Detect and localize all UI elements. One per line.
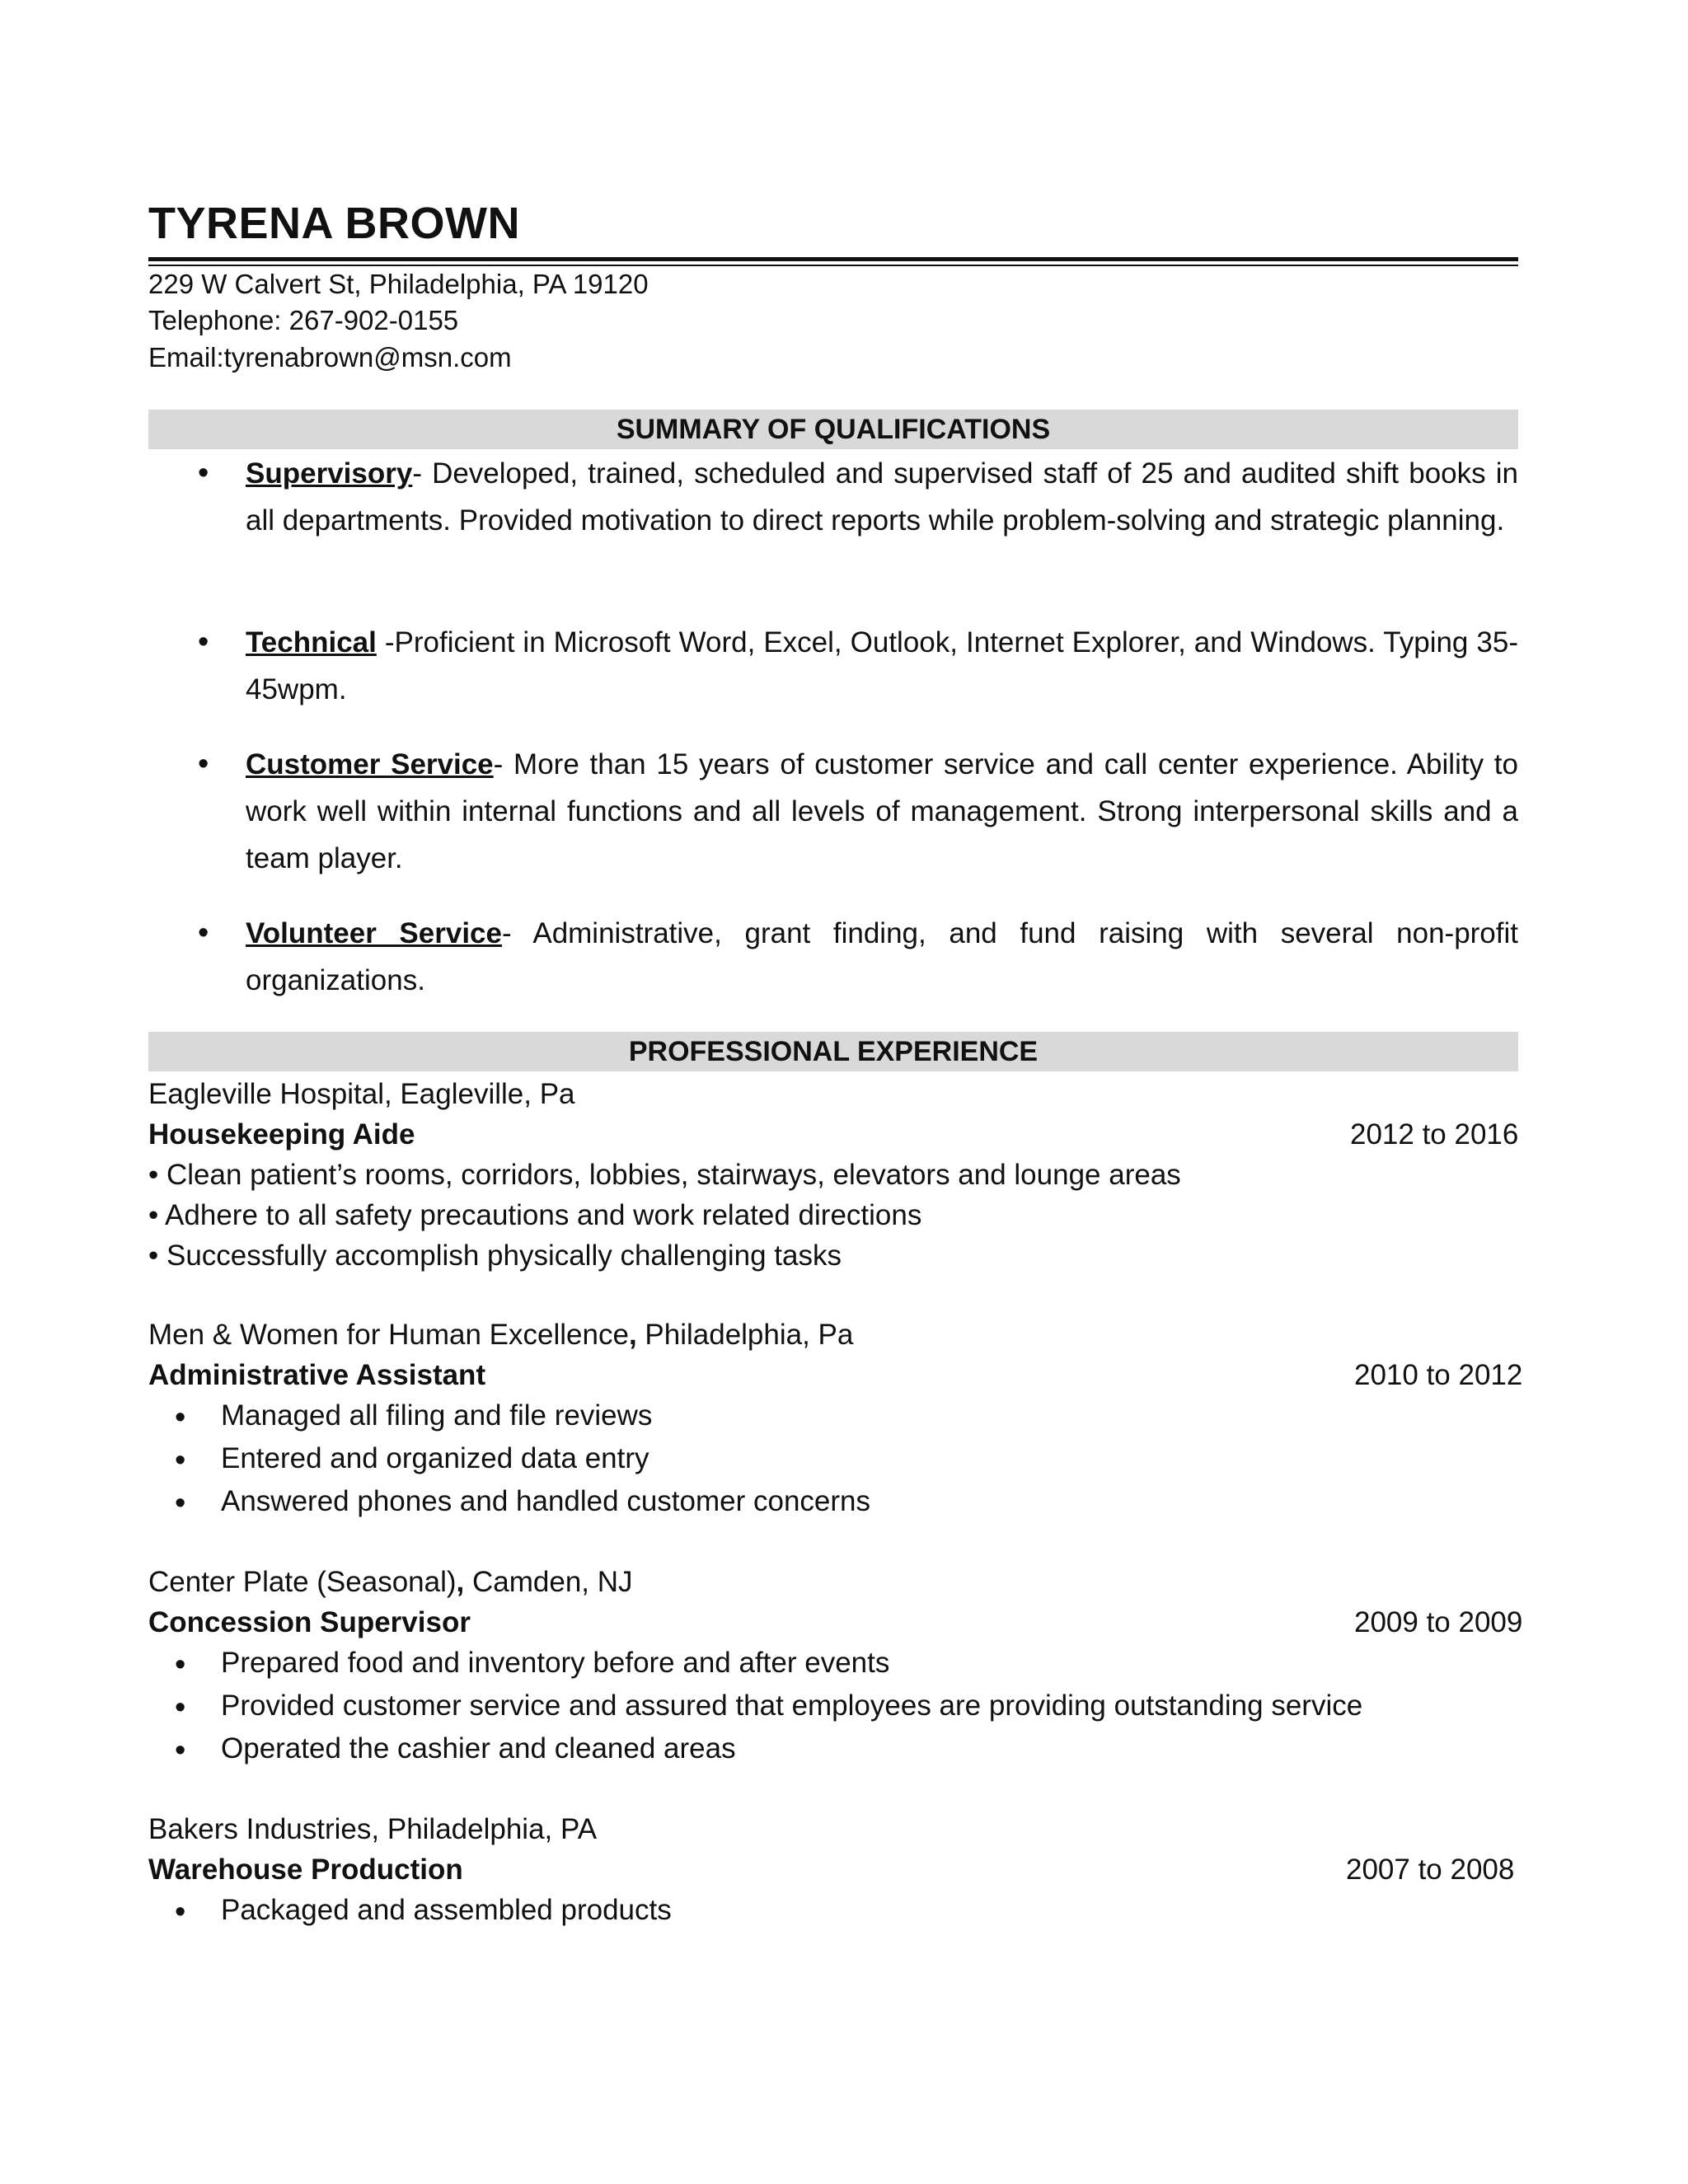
job-company: Eagleville Hospital, Eagleville, Pa xyxy=(148,1078,575,1110)
summary-item-volunteer-service xyxy=(246,910,1518,1004)
job-title: Warehouse Production xyxy=(148,1854,463,1886)
summary-bullet: • xyxy=(198,747,209,781)
summary-description: -Proficient in Microsoft Word, Excel, Outlook, Internet Explorer, and Windows. Typing 35- 45wpm. xyxy=(246,626,1518,705)
job-dates: 2012 to 2016 xyxy=(1350,1118,1519,1151)
duty-bullet: • xyxy=(175,1690,186,1725)
summary-bullet: • xyxy=(198,625,209,659)
job-company-separator: , xyxy=(628,1319,637,1351)
job-title: Housekeeping Aide xyxy=(148,1118,415,1151)
duty-bullet: • xyxy=(175,1647,186,1682)
job-duty: Answered phones and handled customer concerns xyxy=(221,1485,870,1517)
job-company: Bakers Industries, Philadelphia, PA xyxy=(148,1813,598,1845)
job-duty: Operated the cashier and cleaned areas xyxy=(221,1732,736,1765)
job-title: Concession Supervisor xyxy=(148,1606,471,1638)
duty-bullet: • xyxy=(175,1443,186,1478)
job-dates: 2007 to 2008 xyxy=(1346,1854,1515,1886)
job-duty: Entered and organized data entry xyxy=(221,1442,649,1474)
job-location: Camden, NJ xyxy=(464,1566,633,1598)
job-company: Center Plate (Seasonal) xyxy=(148,1566,457,1598)
duty-bullet: • xyxy=(175,1733,186,1768)
job-duty: Packaged and assembled products xyxy=(221,1894,672,1926)
job-company-line xyxy=(148,1319,853,1352)
contact-telephone: Telephone: 267-902-0155 xyxy=(148,305,459,335)
job-duty: • Successfully accomplish physically challenging tasks xyxy=(148,1240,842,1272)
summary-item-customer-service xyxy=(246,741,1518,882)
summary-bullet: • xyxy=(198,916,209,950)
summary-item-technical xyxy=(246,619,1518,713)
summary-skill: Technical xyxy=(246,626,377,658)
summary-item-supervisory xyxy=(246,450,1518,544)
job-dates: 2009 to 2009 xyxy=(1354,1606,1523,1638)
job-location: Philadelphia, Pa xyxy=(636,1319,854,1351)
job-company: Men & Women for Human Excellence xyxy=(148,1319,629,1351)
summary-section-title: SUMMARY OF QUALIFICATIONS xyxy=(148,410,1518,449)
header-rule-thick xyxy=(148,257,1518,261)
summary-description: - Administrative, grant finding, and fund raising with several non-profit organizations. xyxy=(246,917,1519,996)
duty-bullet: • xyxy=(175,1895,186,1929)
job-company-line xyxy=(148,1566,633,1599)
job-company-separator: , xyxy=(456,1566,465,1598)
job-dates: 2010 to 2012 xyxy=(1354,1359,1523,1391)
summary-description: - Developed, trained, scheduled and supervised staff of 25 and audited shift books in all departments. Provided motivation to direct reports while problem-solving and strategic planning. xyxy=(246,457,1518,537)
job-duty: • Adhere to all safety precautions and work related directions xyxy=(148,1199,922,1231)
contact-address: 229 W Calvert St, Philadelphia, PA 19120 xyxy=(148,269,649,299)
summary-description: - More than 15 years of customer service and call center experience. Ability to work well within internal functions and all levels of management. Strong interpersonal skills and a team player. xyxy=(246,748,1519,874)
duty-bullet: • xyxy=(175,1486,186,1521)
contact-email: Email:tyrenabrown@msn.com xyxy=(148,342,512,373)
summary-skill: Supervisory xyxy=(246,457,413,490)
header-rule-thin xyxy=(148,265,1518,266)
job-duty: Managed all filing and file reviews xyxy=(221,1399,653,1432)
job-duty: • Clean patient’s rooms, corridors, lobbies, stairways, elevators and lounge areas xyxy=(148,1159,1181,1191)
job-duty: Prepared food and inventory before and after events xyxy=(221,1647,890,1679)
duty-bullet: • xyxy=(175,1400,186,1435)
job-title: Administrative Assistant xyxy=(148,1359,486,1391)
summary-skill: Customer Service xyxy=(246,748,494,780)
summary-bullet: • xyxy=(198,456,209,490)
summary-skill: Volunteer Service xyxy=(246,917,502,949)
job-duty: Provided customer service and assured that employees are providing outstanding service xyxy=(221,1690,1363,1722)
experience-section-title: PROFESSIONAL EXPERIENCE xyxy=(148,1032,1518,1071)
candidate-name: TYRENA BROWN xyxy=(148,199,520,248)
